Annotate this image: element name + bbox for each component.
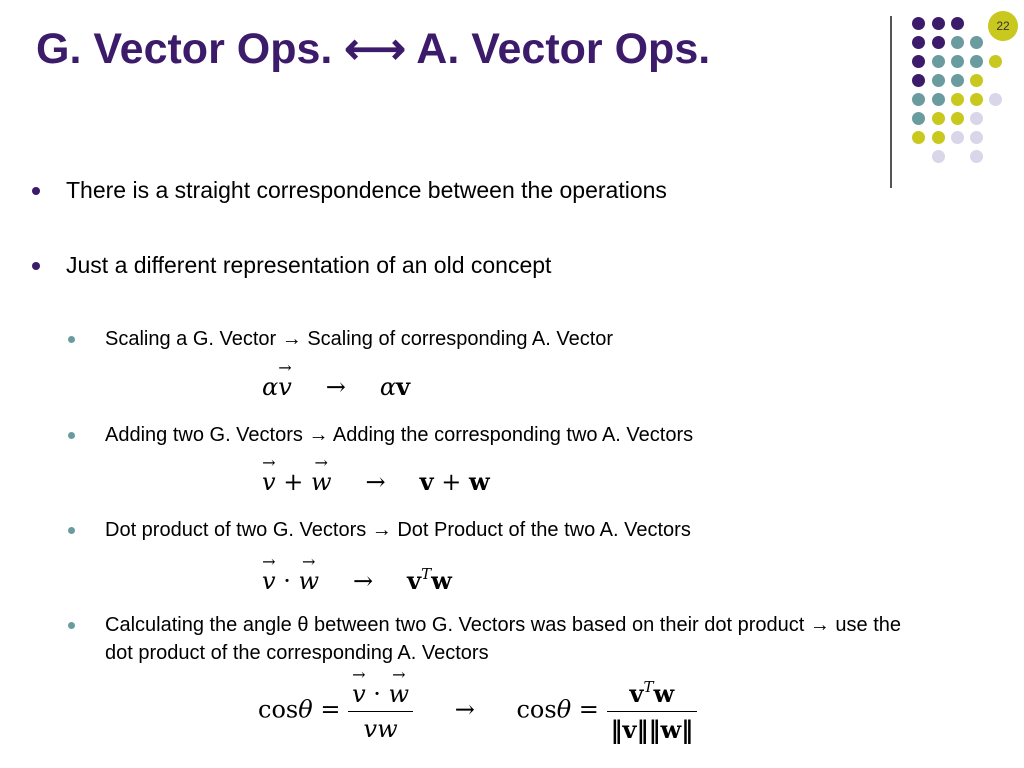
math-vector-w: → w: [311, 468, 332, 496]
decorative-dot: [989, 55, 1002, 68]
decorative-dot: [951, 36, 964, 49]
formula-angle: [258, 678, 697, 744]
bullet-text: There is a straight correspondence between the operations: [66, 177, 667, 203]
decorative-dot: [951, 74, 964, 87]
math-vector-w: → w: [298, 567, 319, 595]
math-bold-v: v: [629, 679, 644, 708]
math-vector-w: → w: [389, 680, 410, 708]
slide-title: G. Vector Ops. ⟷ A. Vector Ops.: [36, 25, 711, 73]
math-vector-v: → v: [262, 567, 276, 595]
math-dot: ·: [283, 567, 291, 595]
math-alpha: α: [379, 373, 397, 401]
decorative-dot: [932, 55, 945, 68]
decorative-dot: [912, 131, 925, 144]
decorative-dot: [912, 55, 925, 68]
decorative-dot: [912, 36, 925, 49]
bullet-dot-icon: [32, 187, 40, 195]
decorative-dot: [951, 93, 964, 106]
sub-bullet-text: Calculating the angle θ between two G. Vectors was based on their dot product → use the dot product of the corresponding A. Vectors: [105, 614, 902, 664]
sub-bullet-text: Dot product of two G. Vectors → Dot Product of the two A. Vectors: [105, 519, 691, 541]
decorative-dot: [912, 93, 925, 106]
math-denominator-right: ‖v‖‖w‖: [610, 715, 694, 744]
math-denominator-left: vw: [363, 714, 398, 743]
decorative-dot: [951, 112, 964, 125]
decorative-dot: [970, 131, 983, 144]
math-transpose: T: [421, 565, 432, 583]
decorative-dot: [932, 36, 945, 49]
decorative-dot: [951, 131, 964, 144]
math-fraction-right: [607, 678, 698, 744]
bullet-dot-icon: [32, 262, 40, 270]
math-vector-v: → v: [262, 468, 276, 496]
math-bold-w: w: [431, 566, 452, 595]
math-arrow: →: [365, 468, 386, 496]
math-vector-v: → v: [278, 373, 292, 401]
math-arrow: →: [325, 373, 346, 401]
math-arrow: →: [454, 695, 475, 724]
decorative-dot: [970, 93, 983, 106]
decorative-dot: [989, 93, 1002, 106]
math-cos: cos: [258, 695, 299, 724]
formula-dot-product: [262, 565, 452, 595]
decorative-dot: [932, 74, 945, 87]
decorative-dot: [912, 74, 925, 87]
decorative-dot: [970, 36, 983, 49]
sub-bullet-dot-icon: [68, 622, 75, 629]
math-bold-v: v: [396, 372, 411, 401]
decorative-dot-grid: [0, 0, 1024, 200]
math-theta: θ: [556, 695, 572, 724]
math-vector-v: → v: [352, 680, 366, 708]
math-plus: +: [283, 468, 304, 496]
math-bold-w: w: [468, 467, 490, 496]
page-number: 22: [996, 19, 1010, 33]
decorative-dot: [932, 93, 945, 106]
sub-bullet-dot-icon: [68, 527, 75, 534]
math-fraction-left: [348, 680, 413, 743]
math-plus: +: [441, 468, 462, 496]
math-dot: ·: [373, 679, 381, 708]
math-bold-w: w: [653, 679, 675, 708]
decorative-dot: [970, 112, 983, 125]
math-alpha: α: [262, 373, 279, 401]
decorative-dot: [970, 55, 983, 68]
sub-bullet-dot-icon: [68, 336, 75, 343]
formula-adding: [262, 467, 490, 496]
sub-bullet-text: Adding two G. Vectors → Adding the corresponding two A. Vectors: [105, 424, 694, 446]
decorative-dot: [912, 112, 925, 125]
formula-scaling: [262, 372, 410, 401]
decorative-dot: [932, 150, 945, 163]
decorative-dot: [951, 17, 964, 30]
math-arrow: →: [353, 567, 374, 595]
math-bold-v: v: [419, 467, 434, 496]
math-cos: cos: [516, 695, 557, 724]
math-bold-v: v: [407, 566, 422, 595]
decorative-dot: [970, 74, 983, 87]
decorative-dot: [932, 112, 945, 125]
sub-bullet-dot-icon: [68, 432, 75, 439]
math-equals: =: [578, 695, 599, 724]
decorative-dot: [951, 55, 964, 68]
decorative-dot: [912, 17, 925, 30]
decorative-dot: [932, 17, 945, 30]
decorative-dot: [970, 150, 983, 163]
decorative-dot: [932, 131, 945, 144]
math-transpose: T: [643, 678, 654, 696]
bullet-text: Just a different representation of an old concept: [66, 252, 552, 278]
sub-bullet-text: Scaling a G. Vector → Scaling of corresponding A. Vector: [105, 328, 614, 350]
math-theta: θ: [298, 695, 313, 724]
math-equals: =: [320, 695, 341, 724]
